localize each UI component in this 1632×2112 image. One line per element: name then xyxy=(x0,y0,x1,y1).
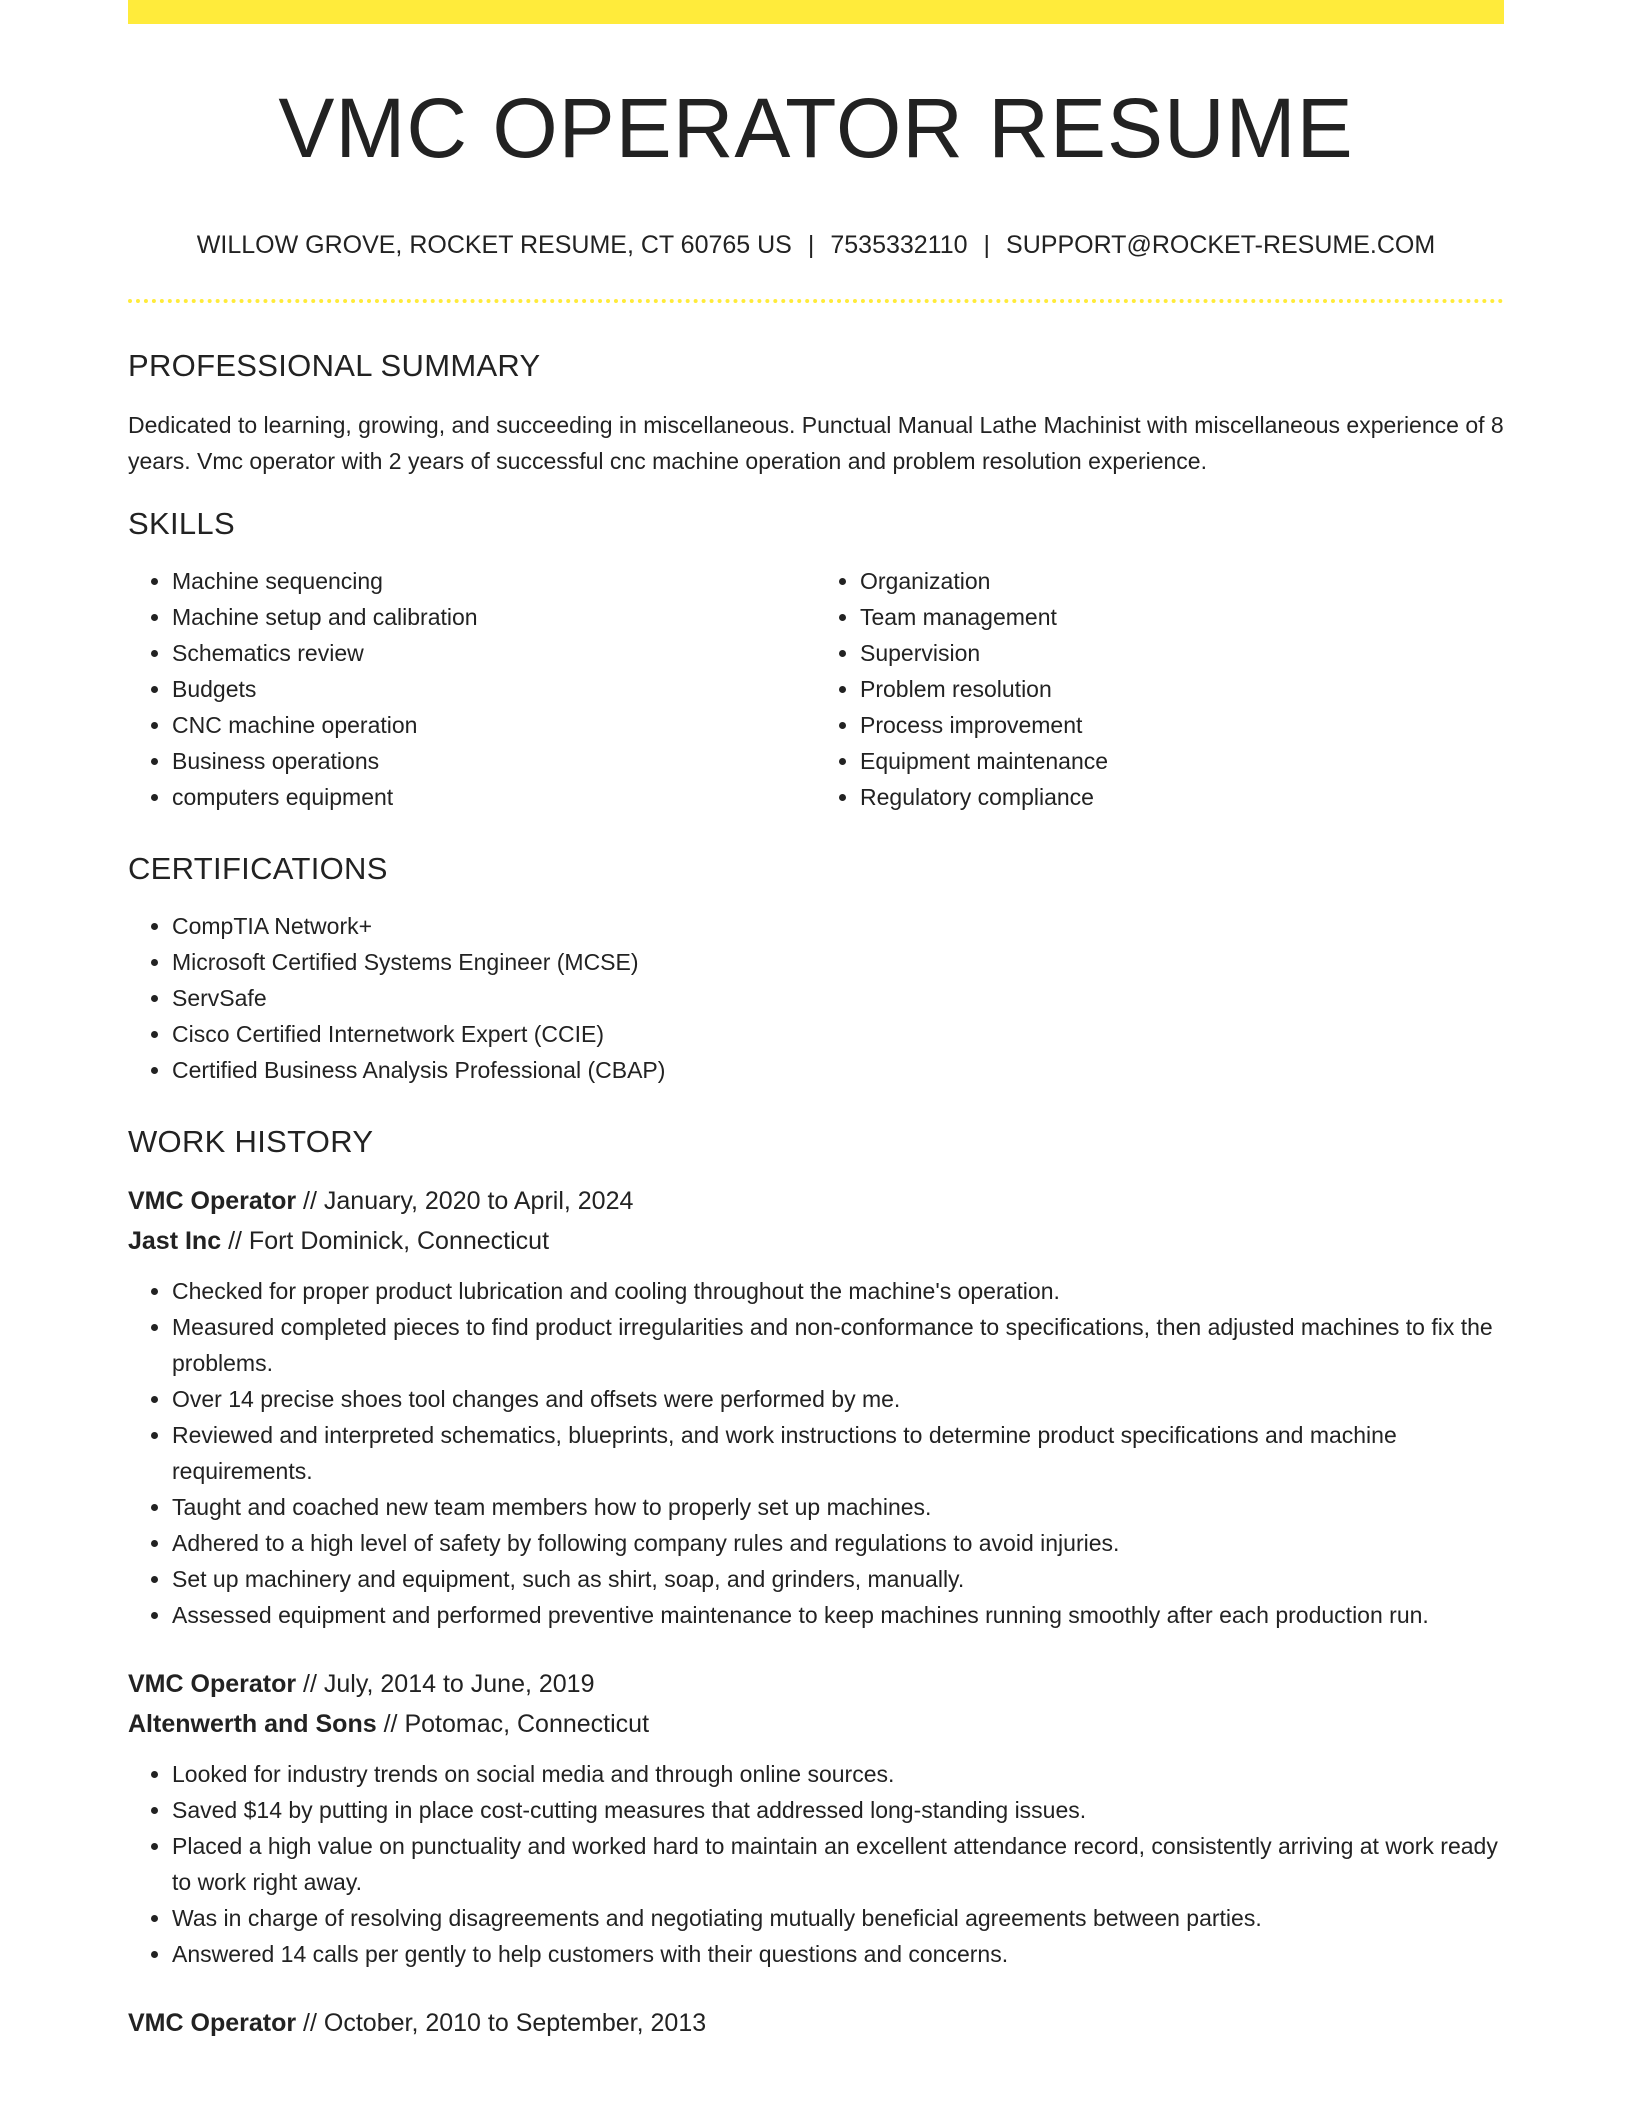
job-company-line xyxy=(128,1704,1504,1744)
skill-item: • Regulatory compliance xyxy=(860,779,1504,815)
job-separator: // xyxy=(383,1709,398,1738)
job-title: VMC Operator xyxy=(128,1669,297,1698)
job-bullet: • Set up machinery and equipment, such as shirt, soap, and grinders, manually. xyxy=(172,1561,1504,1597)
job-bullet: • Adhered to a high level of safety by following company rules and regulations to avoid injuries. xyxy=(172,1525,1504,1561)
job-company: Altenwerth and Sons xyxy=(128,1709,377,1738)
job-bullet: • Over 14 precise shoes tool changes and offsets were performed by me. xyxy=(172,1381,1504,1417)
job-bullet: • Answered 14 calls per gently to help customers with their questions and concerns. xyxy=(172,1936,1504,1972)
job-bullet: • Looked for industry trends on social media and through online sources. xyxy=(172,1756,1504,1792)
work-history-section xyxy=(128,1123,1504,2043)
skills-columns xyxy=(128,563,1504,815)
job-bullets xyxy=(128,1273,1504,1633)
contact-line xyxy=(128,229,1504,262)
job-company: Jast Inc xyxy=(128,1226,222,1255)
contact-separator: | xyxy=(807,230,815,259)
job-separator: // xyxy=(228,1226,242,1255)
job-bullets xyxy=(128,1756,1504,1972)
accent-bar xyxy=(128,0,1504,24)
skill-item: • Machine setup and calibration xyxy=(172,599,816,635)
skill-item: • Team management xyxy=(860,599,1504,635)
job-title: VMC Operator xyxy=(128,2008,297,2037)
resume-title: VMC OPERATOR RESUME xyxy=(278,81,1354,175)
skills-section xyxy=(128,505,1504,815)
skill-item: • Schematics review xyxy=(172,635,816,671)
certification-item: • CompTIA Network+ xyxy=(172,908,1504,944)
job-company-line xyxy=(128,1221,1504,1261)
job-title-line xyxy=(128,2003,1504,2043)
skill-item: • Problem resolution xyxy=(860,671,1504,707)
job-bullet: • Placed a high value on punctuality and worked hard to maintain an excellent attendance record, consistently arriving at work ready to work right away. xyxy=(172,1828,1504,1900)
job-bullet: • Assessed equipment and performed preventive maintenance to keep machines running smoothly after each production run. xyxy=(172,1597,1504,1633)
certification-item: • Certified Business Analysis Professional (CBAP) xyxy=(172,1052,1504,1088)
job-dates: October, 2010 to September, 2013 xyxy=(323,2008,707,2037)
certifications-section xyxy=(128,850,1504,1087)
skill-item: • Equipment maintenance xyxy=(860,743,1504,779)
skills-list-right xyxy=(816,563,1504,815)
certification-item: • Cisco Certified Internetwork Expert (CCIE) xyxy=(172,1016,1504,1052)
work-history-heading: WORK HISTORY xyxy=(128,1123,374,1159)
job-bullet: • Reviewed and interpreted schematics, blueprints, and work instructions to determine product specifications and machine requirements. xyxy=(172,1417,1504,1489)
skill-item: • Process improvement xyxy=(860,707,1504,743)
job-location: Fort Dominick, Connecticut xyxy=(248,1226,550,1255)
contact-address: WILLOW GROVE, ROCKET RESUME, CT 60765 US xyxy=(196,230,792,259)
skill-item: • Budgets xyxy=(172,671,816,707)
contact-phone: 7535332110 xyxy=(830,230,968,259)
certification-item: • Microsoft Certified Systems Engineer (MCSE) xyxy=(172,944,1504,980)
skill-item: • computers equipment xyxy=(172,779,816,815)
skill-item: • Organization xyxy=(860,563,1504,599)
job-bullet: • Saved $14 by putting in place cost-cutting measures that addressed long-standing issues. xyxy=(172,1792,1504,1828)
resume-content xyxy=(128,24,1504,2043)
job-dates: January, 2020 to April, 2024 xyxy=(323,1186,634,1215)
job-bullet: • Taught and coached new team members how to properly set up machines. xyxy=(172,1489,1504,1525)
certification-item: • ServSafe xyxy=(172,980,1504,1016)
job-separator: // xyxy=(303,1186,317,1215)
summary-heading: PROFESSIONAL SUMMARY xyxy=(128,348,541,384)
job-entry xyxy=(128,1181,1504,1633)
skill-item: • Machine sequencing xyxy=(172,563,816,599)
job-title: VMC Operator xyxy=(128,1186,297,1215)
skill-item: • CNC machine operation xyxy=(172,707,816,743)
summary-text: Dedicated to learning, growing, and succeeding in miscellaneous. Punctual Manual Lathe Machinist with miscellaneous experience of 8 years. Vmc operator with 2 years of successful cnc machine operation and problem resolution experience. xyxy=(128,412,1504,475)
job-separator: // xyxy=(303,1669,317,1698)
job-title-line xyxy=(128,1664,1504,1704)
contact-separator: | xyxy=(983,230,991,259)
job-location: Potomac, Connecticut xyxy=(404,1709,650,1738)
job-bullet: • Was in charge of resolving disagreements and negotiating mutually beneficial agreements between parties. xyxy=(172,1900,1504,1936)
job-entry xyxy=(128,2003,1504,2043)
job-bullet: • Checked for proper product lubrication and cooling throughout the machine's operation. xyxy=(172,1273,1504,1309)
header-divider xyxy=(128,299,1504,303)
skills-heading: SKILLS xyxy=(128,506,235,542)
job-separator: // xyxy=(303,2008,317,2037)
contact-email: SUPPORT@ROCKET-RESUME.COM xyxy=(1006,230,1436,259)
job-entry xyxy=(128,1664,1504,1972)
certifications-list xyxy=(128,908,1504,1088)
skill-item: • Supervision xyxy=(860,635,1504,671)
certifications-heading: CERTIFICATIONS xyxy=(128,851,388,887)
job-title-line xyxy=(128,1181,1504,1221)
skill-item: • Business operations xyxy=(172,743,816,779)
job-dates: July, 2014 to June, 2019 xyxy=(323,1669,595,1698)
job-bullet: • Measured completed pieces to find product irregularities and non-conformance to specifications, then adjusted machines to fix the problems. xyxy=(172,1309,1504,1381)
summary-section xyxy=(128,347,1504,479)
skills-list-left xyxy=(128,563,816,815)
